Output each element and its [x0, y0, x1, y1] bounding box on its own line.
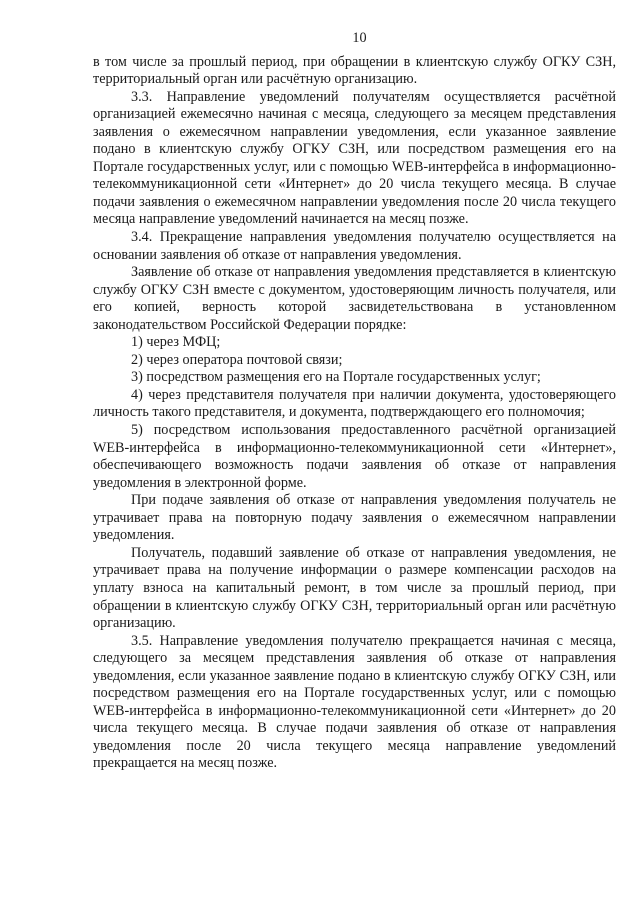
- paragraph-information-right: Получатель, подавший заявление об отказе от направления уведомления, не утрачивает права на получение информации о размере компенсации расходов на уплату взноса на капитальный ремонт, в том числе за прошлый период, при обращении в клиентскую службу ОГКУ СЗН, территориальный орган или расчётную организацию.: [93, 544, 616, 632]
- page-number: 10: [352, 30, 367, 46]
- paragraph-refusal-application: Заявление об отказе от направления уведомления представляется в клиентскую службу ОГКУ СЗН вместе с документом, удостоверяющим личность получателя, или его копией, верность которой засвидетельствована в установленном законодательством Российской Федерации порядке:: [93, 264, 616, 333]
- list-item-3: 3) посредством размещения его на Портале государственных услуг;: [131, 369, 541, 386]
- paragraph-right-retained: При подаче заявления об отказе от направления уведомления получатель не утрачивает права на повторную подачу заявления о ежемесячном направлении уведомления.: [93, 492, 616, 544]
- paragraph-3-4: 3.4. Прекращение направления уведомления получателю осуществляется на основании заявления об отказе от направления уведомления.: [93, 229, 616, 263]
- list-item-5: 5) посредством использования предоставленного расчётной организацией WEB-интерфейса в информационно-телекоммуникационной сети «Интернет», обеспечивающего возможность подачи заявления об отказе от направления уведомления в электронной форме.: [93, 422, 616, 491]
- list-item-1: 1) через МФЦ;: [131, 334, 221, 351]
- paragraph-3-5: 3.5. Направление уведомления получателю прекращается начиная с месяца, следующего за месяцем представления заявления об отказе от направления уведомления, если указанное заявление подано в клиентскую службу ОГКУ СЗН, или посредством размещения его на Портале государственных услуг, или с помощью WEB-интерфейса в информационно-телекоммуникационной сети «Интернет» до 20 числа текущего месяца. В случае подачи заявления об отказе от направления уведомления после 20 числа текущего месяца направление уведомлений прекращается на месяц позже.: [93, 632, 616, 772]
- paragraph-continuation: в том числе за прошлый период, при обращении в клиентскую службу ОГКУ СЗН, территориальный орган или расчётную организацию.: [93, 53, 616, 88]
- list-item-2: 2) через оператора почтовой связи;: [131, 351, 343, 368]
- paragraph-3-3: 3.3. Направление уведомлений получателям осуществляется расчётной организацией ежемесячно начиная с месяца, следующего за месяцем представления заявления о ежемесячном направлении уведомления, если указанное заявление подано в клиентскую службу ОГКУ СЗН, или посредством размещения его на Портале государственных услуг, или с помощью WEB-интерфейса в информационно-телекоммуникационной сети «Интернет» до 20 числа текущего месяца. В случае подачи заявления о ежемесячном направлении уведомления после 20 числа текущего месяца направление уведомлений начинается на месяц позже.: [93, 88, 616, 228]
- list-item-4: 4) через представителя получателя при наличии документа, удостоверяющего личность такого представителя, и документа, подтверждающего его полномочия;: [93, 386, 616, 421]
